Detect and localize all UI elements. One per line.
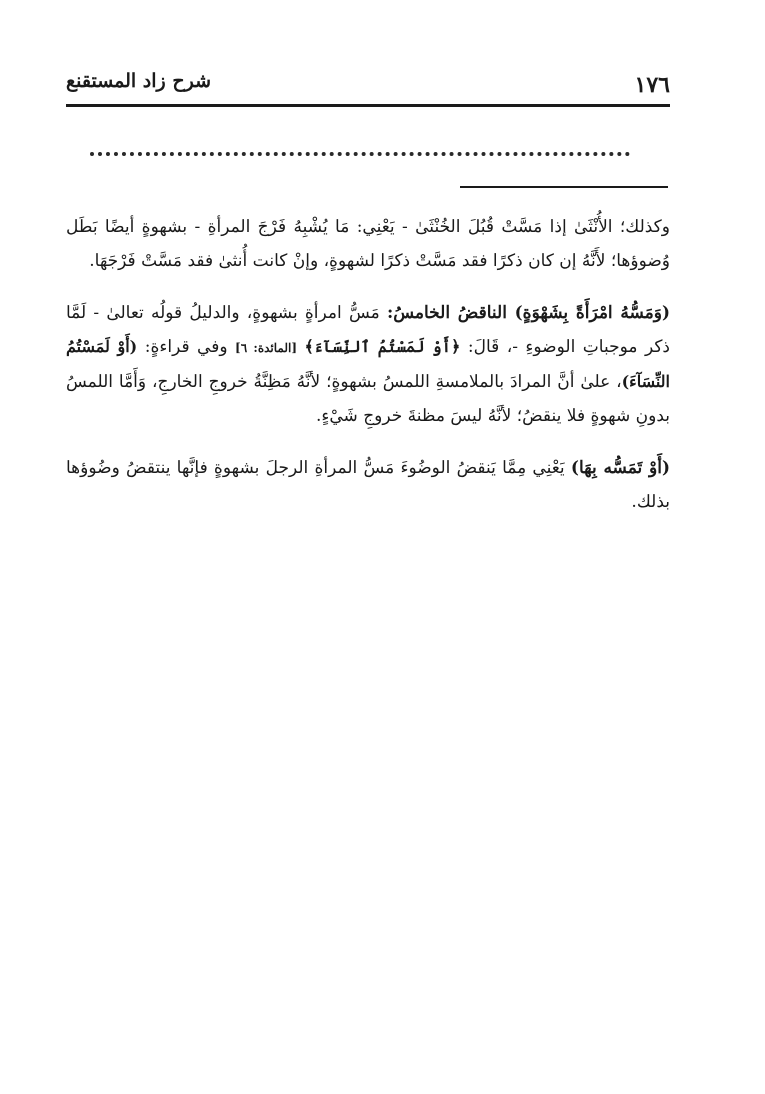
paragraph-text: وفي قراءةٍ:: [144, 337, 228, 357]
header-rule: [66, 104, 670, 107]
paragraph-2: [66, 296, 670, 433]
paragraph-text: مَسُّ امرأةٍ بشهوةٍ، والدليلُ قولُه تعالىٰ - لَمَّا ذكر موجباتِ الوضوءِ -، قَالَ:: [66, 303, 670, 357]
body-text: [66, 210, 670, 537]
paragraph-1: وكذلك؛ الأُنْثَىٰ إذا مَسَّتْ قُبُلَ الخُنْثَىٰ - يَعْنِي: مَا يُشْبِهُ فَرْجَ المرأةِ - بشهوةٍ أيضًا بَطَل وُضوؤها؛ لأَنَّهُ إن كان ذكرًا فقد مَسَّتْ ذكرًا لشهوةٍ، وإنْ كانت أُنثىٰ فقد مَسَّتْ فَرْجَهَا.: [66, 217, 670, 271]
verse-reference: [المائدة: ٦]: [235, 341, 298, 355]
paragraph-3: [66, 451, 670, 519]
section-rule: [460, 186, 668, 188]
qiraah-verse: (أَوْ لَمَسْتُمُ النِّسَآءَ): [66, 337, 670, 391]
matn-quote: (أَوْ تَمَسُّه بِهَا): [570, 458, 670, 478]
paragraph-text: يَعْنِي مِمَّا يَنقضُ الوضُوءَ مَسُّ المرأةِ الرجلَ بشهوةٍ فإنَّها ينتقضُ وضُوؤها بذلك.: [66, 458, 670, 512]
dotted-separator: [90, 152, 630, 156]
book-title: شرح زاد المستقنع: [66, 70, 212, 92]
paragraph-text: ، علىٰ أنَّ المرادَ بالملامسةِ اللمسُ بشهوةٍ؛ لأنَّهُ مَظِنَّةُ خروجِ الخارجِ، وَأَمَّا اللمسُ بدونِ شهوةٍ فلا ينقضُ؛ لأنَّهُ ليسَ مظنةَ خروجِ شَيْءٍ.: [66, 372, 670, 426]
matn-quote: (وَمَسُّهُ امْرَأَةً بِشَهْوَةٍ) الناقضُ الخامسُ:: [386, 303, 671, 323]
page-header: [66, 62, 670, 102]
page-number: ١٧٦: [634, 72, 670, 98]
quran-verse: ﴿أَوْ لَمَسْتُمُ ٱلنِّسَآءَ﴾: [304, 337, 461, 356]
